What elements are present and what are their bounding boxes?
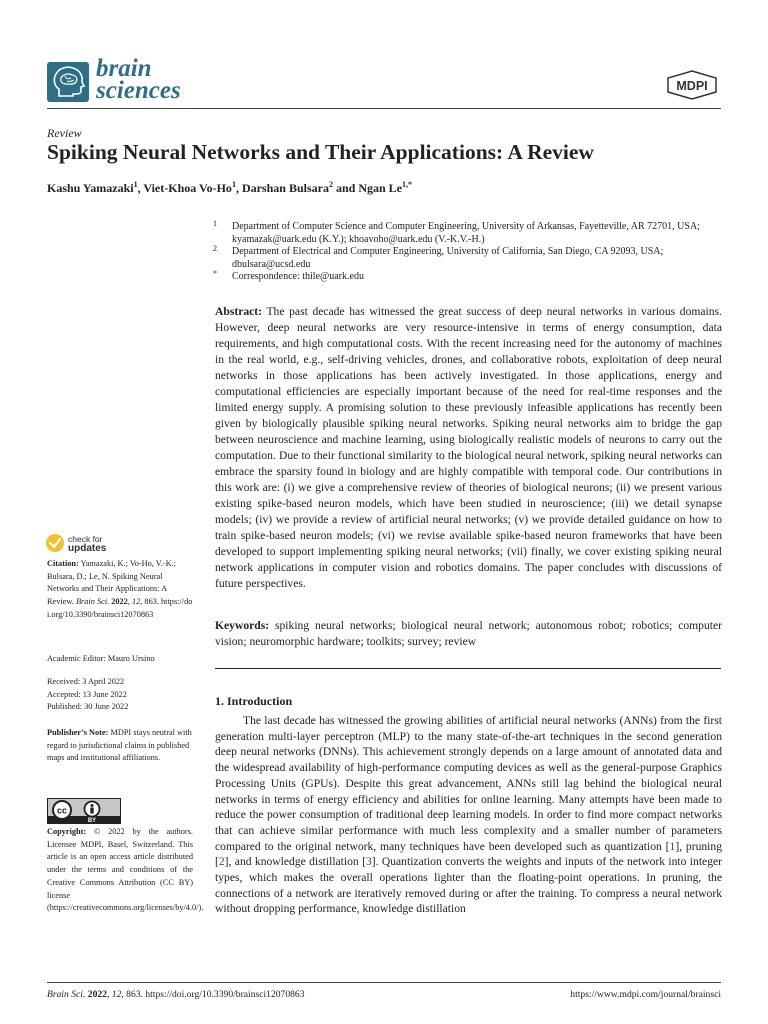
affiliation-mark: 1 (213, 219, 217, 228)
keywords-text: spiking neural networks; biological neural network; autonomous robot; robotics; computer vision; neuromorphic hardware; toolkits; survey; review (215, 619, 722, 648)
citation-doi[interactable]: https://doi.org/10.3390/brainsci12070863 (47, 597, 193, 619)
check-for-updates-line1: check for (68, 534, 103, 544)
academic-editor: Academic Editor: Mauro Ursino (47, 654, 155, 663)
citation-label: Citation: (47, 559, 79, 568)
journal-name-line2: sciences (96, 77, 181, 104)
citation-link[interactable]: 3 (365, 855, 372, 869)
author-separator: and (332, 181, 359, 195)
author-name: Kashu Yamazaki (47, 181, 134, 195)
author-affiliation-mark: 1,* (402, 180, 412, 189)
copyright-label: Copyright: (47, 827, 87, 836)
check-for-updates-badge[interactable] (45, 533, 65, 558)
intro-text: ], and knowledge distillation [ (224, 855, 366, 869)
footer-year: 2022 (87, 989, 107, 1000)
citation-link[interactable]: 2 (218, 855, 225, 869)
citation-pages: , 863. (140, 597, 159, 607)
intro-text: ]. Quantization converts the weights and inputs of the network into integer types, which makes the overall operations lighter than the floating-point operations. In pruning, the connections of a network are iteratively removed during or after the training. To compress a neural network without dropping performance, knowledge distillation (215, 855, 723, 916)
publisher-note-label: Publisher’s Note: (47, 728, 109, 737)
publisher-note (47, 727, 193, 765)
intro-text: ], pruning [ (215, 839, 722, 869)
cc-by-license-icon[interactable] (47, 798, 121, 824)
check-for-updates-text[interactable] (68, 535, 106, 553)
footer-rule (47, 982, 721, 983)
citation-authors: Yamazaki, K.; Vo-Ho, V.-K.; Bulsara, D.; Le, N. Spiking Neural Networks and Their Applications: A Review. (47, 559, 176, 607)
affiliation-item (213, 246, 733, 271)
svg-text:cc: cc (56, 805, 68, 816)
article-type: Review (47, 126, 82, 140)
abstract (215, 304, 722, 592)
author-name: Ngan Le (358, 181, 402, 195)
affiliation-item (213, 271, 733, 284)
section-divider (215, 668, 721, 669)
affiliation-mark: * (213, 269, 217, 278)
published-date: Published: 30 June 2022 (47, 702, 129, 712)
copyright-notice (47, 826, 204, 915)
brain-head-icon (47, 62, 89, 102)
footer-doi: , 863. https://doi.org/10.3390/brainsci12070863 (121, 989, 305, 1000)
affiliation-text: Department of Computer Science and Computer Engineering, University of Arkansas, Fayetteville, AR 72701, USA; kyamazak@uark.edu (K.Y.); khoavoho@uark.edu (V.-K.V.-H.) (232, 221, 700, 245)
mdpi-logo-icon (664, 70, 720, 100)
copyright-text: © 2022 by the authors. Licensee MDPI, Basel, Switzerland. This article is an open access article distributed under the terms and conditions of the Creative Commons Attribution (CC BY) license (https://creativecommons.org/licenses/by/4.0/). (47, 827, 204, 913)
affiliation-text: Correspondence: thile@uark.edu (232, 271, 364, 282)
abstract-text: The past decade has witnessed the great success of deep neural networks in various domains. However, deep neural networks are very resource-intensive in terms of energy consumption, data requirements, and high computational costs. With the recent increasing need for the autonomy of machines in the real world, e.g., self-driving vehicles, drones, and collaborative robots, exploitation of deep neural networks in those applications has been actively investigated. In those applications, energy and computational efficiencies are especially important because of the need for real-time responses and the limited energy supply. A promising solution to these previously infeasible applications has recently been given by biologically plausible spiking neural networks. Spiking neural networks aim to bridge the gap between neuroscience and machine learning, using biologically realistic models of neurons to carry out the computation. Due to their functional similarity to the biological neural network, spiking neural networks can embrace the sparsity found in biology and are highly compatible with temporal code. Our contributions in this work are: (i) we give a comprehensive review of theories of biological neurons; (ii) we present various existing spike-based neuron models, which have been studied in neuroscience; (iii) we detail synapse models; (iv) we provide a review of artificial neural networks; (v) we provide detailed guidance on how to train spike-based neuron models; (vi) we revise available spike-based neuron frameworks that have been developed to support implementing spiking neural networks; (vii) finally, we cover existing spiking neural network applications in computer vision and robotics domains. The paper concludes with discussions of future perspectives. (215, 305, 722, 590)
keywords-label: Keywords: (215, 619, 270, 632)
citation-link[interactable]: 1 (669, 839, 676, 853)
affiliations (213, 221, 733, 284)
keywords (215, 618, 722, 650)
footer-journal-url[interactable]: https://www.mdpi.com/journal/brainsci (570, 989, 721, 1000)
check-for-updates-line2: updates (68, 542, 107, 554)
author-list (47, 180, 412, 196)
intro-text: The last decade has witnessed the growing abilities of artificial neural networks (ANNs) from the first generation multi-layer perceptron (MLP) to the many state-of-the-art techniques in the second generation deep neural networks (DNNs). This achievement strongly depends on a large amount of annotated data and the widespread availability of high-performance computing devices as well as the general-purpose Graphics Processing Units (GPUs). Despite this great advancement, ANNs still lag behind the biological neural networks in terms of energy efficiency and abilities for online learning. Many attempts have been made to reduce the power consumption of traditional deep learning models. In order to find more compact networks that can achieve similar performance with much less complexity and a smaller number of parameters compared to the original network, many techniques have been developed such as quantization [ (215, 714, 722, 853)
citation-block: Citation: Yamazaki, K.; Vo-Ho, V.-K.; Bulsara, D.; Le, N. Spiking Neural Networks and Their Applications: A Review. Brain Sci. 2022, 12, 863. https://doi.org/10.3390/brainsci12070863 (47, 559, 193, 619)
cc-by-license-graphic (48, 799, 120, 823)
mdpi-logo (664, 70, 720, 105)
article-title: Spiking Neural Networks and Their Applications: A Review (47, 140, 594, 164)
introduction-paragraph (215, 713, 722, 917)
author-name: Darshan Bulsara (241, 181, 329, 195)
footer-journal: Brain Sci. (47, 989, 86, 1000)
citation-journal: Brain Sci. (75, 597, 110, 607)
mdpi-logo-text: MDPI (676, 79, 708, 93)
author-affiliation-mark: 1 (231, 180, 236, 189)
footer-citation: Brain Sci. 2022, 12, 863. https://doi.org/10.3390/brainsci12070863 (47, 989, 305, 1000)
affiliation-item (213, 221, 733, 246)
author-affiliation-mark: 2 (328, 180, 333, 189)
author-separator: , (235, 181, 242, 195)
check-for-updates-icon (45, 533, 65, 553)
author-separator: , (137, 181, 144, 195)
journal-name-line1: brain (96, 55, 152, 82)
publisher-note-text: MDPI stays neutral with regard to jurisdictional claims in published maps and institutional affiliations. (47, 728, 192, 763)
footer-volume: 12 (111, 989, 122, 1000)
author-name: Viet-Khoa Vo-Ho (143, 181, 232, 195)
journal-logo (47, 62, 89, 102)
abstract-label: Abstract: (215, 305, 263, 318)
accepted-date: Accepted: 13 June 2022 (47, 689, 127, 699)
affiliation-text: Department of Electrical and Computer Engineering, University of California, San Diego, CA 92093, USA; dbulsara@ucsd.edu (232, 246, 664, 270)
citation-volume: 12 (131, 597, 141, 607)
received-date: Received: 3 April 2022 (47, 677, 125, 686)
publication-dates (47, 676, 193, 714)
author-affiliation-mark: 1 (133, 180, 138, 189)
section-heading: 1. Introduction (215, 694, 293, 708)
citation-year: 2022 (111, 597, 128, 607)
affiliation-mark: 2 (213, 244, 217, 253)
cc-badge-text: BY (87, 818, 97, 823)
header-rule (47, 108, 721, 109)
journal-name (96, 55, 181, 104)
